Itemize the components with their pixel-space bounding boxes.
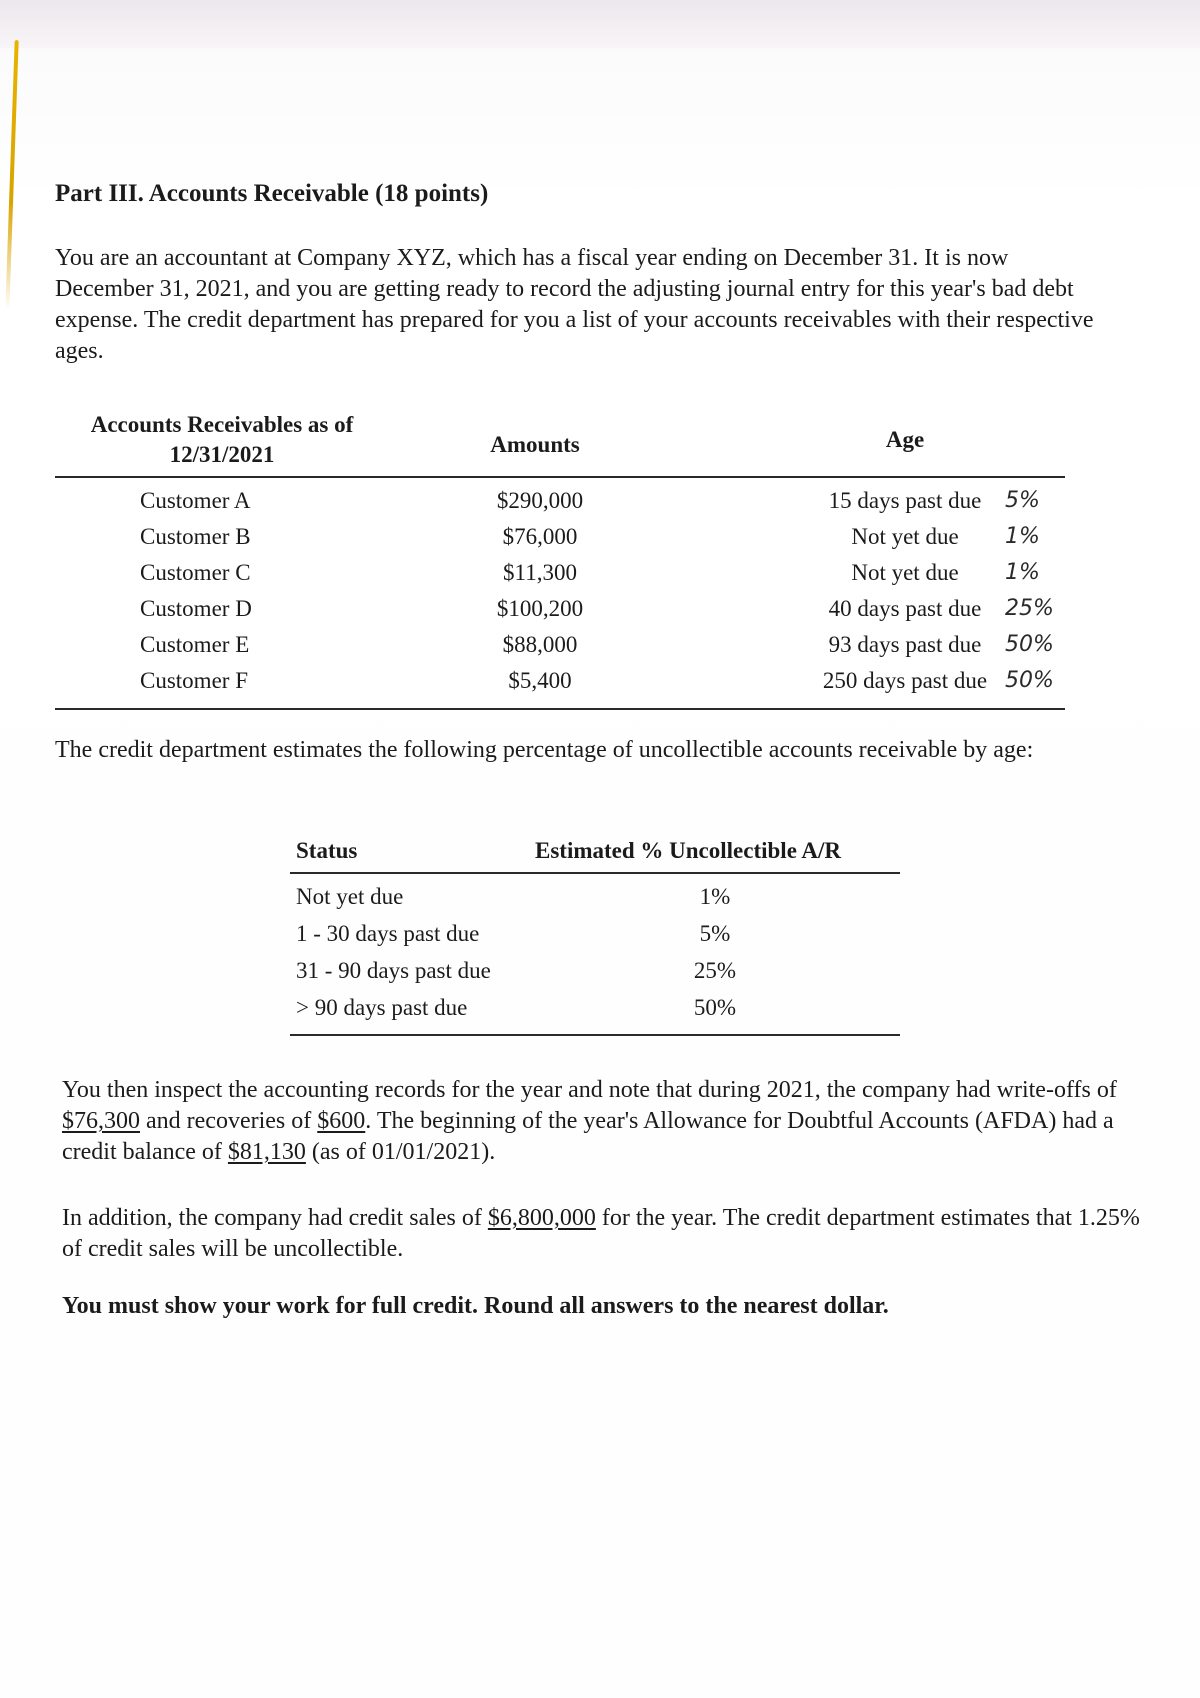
table-row — [290, 921, 900, 957]
handwritten-percent: 1% — [1005, 524, 1040, 549]
table-row — [290, 958, 900, 994]
customer-name: Customer F — [140, 668, 248, 693]
handwritten-percent: 50% — [1005, 668, 1054, 693]
table-row — [55, 524, 1085, 560]
handwritten-percent: 1% — [1005, 560, 1040, 585]
records-text: . The beginning of the year's Allowance for Doubtful Accounts (AFDA) had a credit balance of — [62, 1108, 1114, 1165]
customer-name: Customer E — [140, 632, 250, 657]
sales-text: In addition, the company had credit sales of — [62, 1205, 488, 1231]
section-heading: Part III. Accounts Receivable (18 points) — [55, 180, 489, 207]
status-percent: 1% — [699, 884, 731, 909]
customer-name: Customer B — [140, 524, 251, 549]
customer-age: 250 days past due — [822, 668, 988, 693]
customer-amount: $76,000 — [502, 524, 578, 549]
status-percent: 25% — [693, 958, 737, 983]
customer-amount: $290,000 — [496, 488, 584, 513]
status-header-rule — [290, 872, 900, 874]
table-row — [290, 884, 900, 920]
table-row — [55, 560, 1085, 596]
handwritten-percent: 5% — [1005, 488, 1040, 513]
writeoffs-amount: $76,300 — [62, 1108, 140, 1134]
credit-department-paragraph: The credit department estimates the following percentage of uncollectible accounts receivable by age: — [55, 737, 1034, 763]
ar-header-amount: Amounts — [490, 432, 580, 457]
customer-amount: $88,000 — [502, 632, 578, 657]
page-top-shadow — [0, 0, 1200, 48]
customer-age: Not yet due — [851, 524, 959, 549]
ar-footer-rule — [55, 708, 1065, 710]
table-row — [55, 596, 1085, 632]
status-label: 1 - 30 days past due — [296, 921, 480, 946]
status-percent: 50% — [693, 995, 737, 1020]
records-text: You then inspect the accounting records for the year and note that during 2021, the company had write-offs of — [62, 1077, 1117, 1103]
handwritten-percent: 50% — [1005, 632, 1054, 657]
afda-balance: $81,130 — [227, 1139, 306, 1165]
intro-paragraph: You are an accountant at Company XYZ, which has a fiscal year ending on December 31. It is now December 31, 2021, and you are getting ready to record the adjusting journal entry for this year's bad debt expense. The credit department has prepared for you a list of your accounts receivables with their respective ages. — [55, 245, 1094, 364]
status-percent: 5% — [699, 921, 731, 946]
customer-amount: $11,300 — [503, 560, 577, 585]
handwritten-percent: 25% — [1005, 596, 1054, 621]
customer-age: 40 days past due — [828, 596, 982, 621]
status-label: 31 - 90 days past due — [296, 958, 491, 983]
customer-age: 93 days past due — [828, 632, 982, 657]
estimated-pct-header: Estimated % Uncollectible A/R — [535, 838, 841, 863]
recoveries-amount: $600 — [317, 1108, 366, 1134]
ar-header-age: Age — [885, 427, 925, 452]
customer-name: Customer C — [140, 560, 251, 585]
customer-amount: $100,200 — [496, 596, 584, 621]
uncollectible-rate-table — [290, 838, 900, 1038]
status-footer-rule — [290, 1034, 900, 1036]
highlighter-margin-mark — [5, 40, 18, 310]
table-row — [55, 488, 1085, 524]
instruction-text: You must show your work for full credit. Round all answers to the nearest dollar. — [62, 1293, 889, 1319]
customer-age: Not yet due — [851, 560, 959, 585]
records-text: and recoveries of — [140, 1108, 318, 1134]
customer-amount: $5,400 — [508, 668, 572, 693]
ar-header-customer: Accounts Receivables as of 12/31/2021 — [90, 412, 354, 467]
status-label: Not yet due — [296, 884, 404, 909]
records-text: (as of 01/01/2021). — [305, 1139, 496, 1165]
table-row — [290, 995, 900, 1031]
accounting-records-paragraph — [62, 1075, 1142, 1168]
customer-name: Customer A — [140, 488, 251, 513]
customer-age: 15 days past due — [828, 488, 982, 513]
customer-name: Customer D — [140, 596, 252, 621]
sales-text: for the year. The credit department estimates that 1.25% of credit sales will be uncollectible. — [62, 1205, 1140, 1262]
status-label: > 90 days past due — [296, 995, 468, 1020]
credit-sales-amount: $6,800,000 — [487, 1205, 596, 1231]
table-row — [55, 632, 1085, 668]
ar-header-rule — [55, 476, 1065, 478]
status-header: Status — [296, 838, 358, 863]
accounts-receivable-table — [55, 410, 1085, 710]
credit-sales-paragraph — [62, 1203, 1142, 1265]
table-row — [55, 668, 1085, 704]
